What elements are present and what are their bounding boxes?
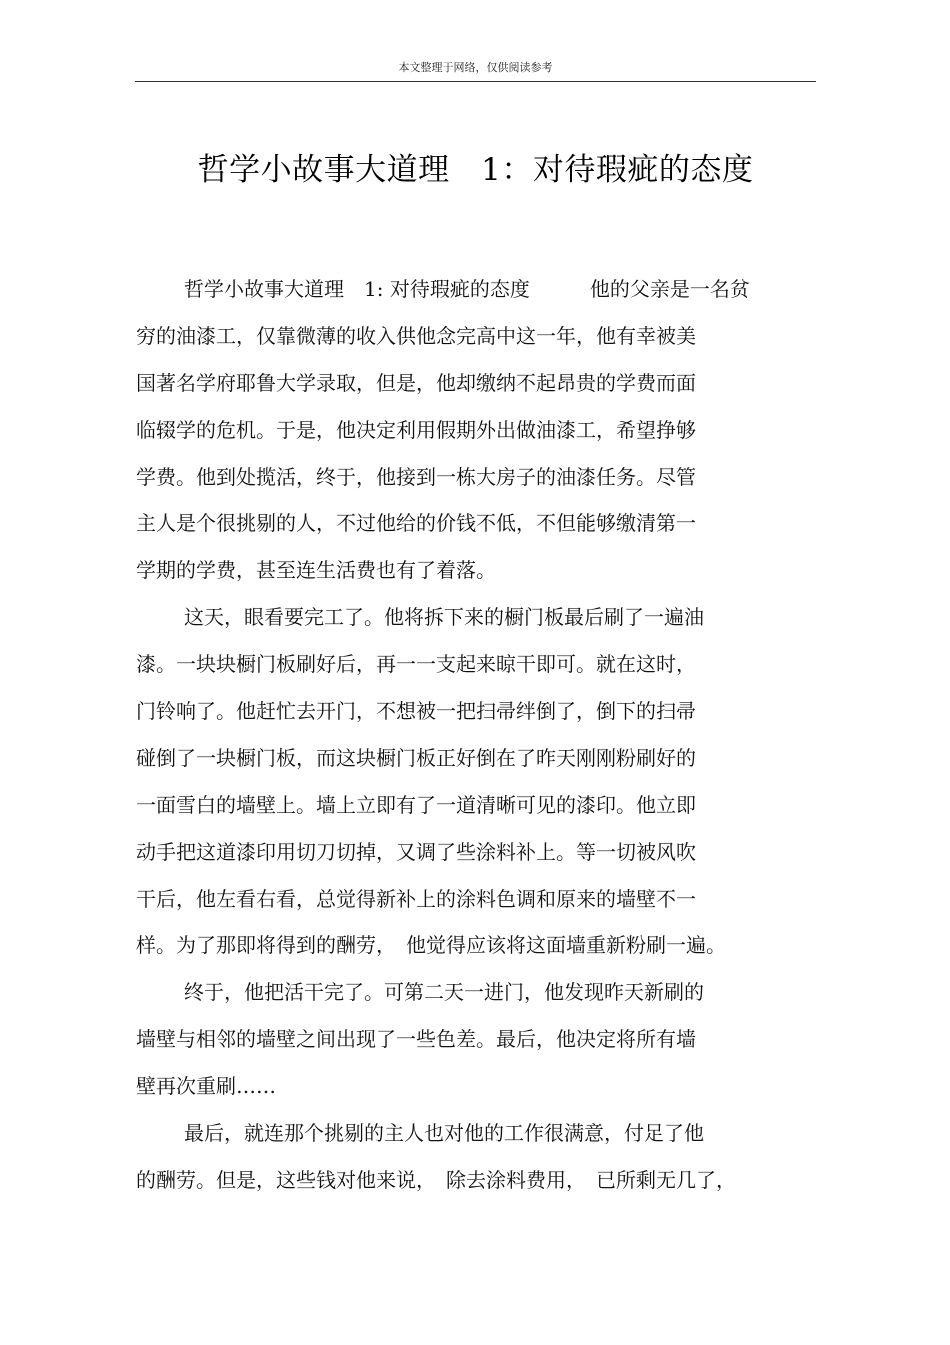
- header-note: 本文整理于网络，仅供阅读参考: [398, 61, 553, 74]
- text-line: 这天，眼看要完工了。他将拆下来的橱门板最后刷了一遍油: [184, 605, 704, 630]
- document-title: 哲学小故事大道理 1：对待瑕疵的态度: [197, 152, 754, 188]
- text-line: 样。为了那即将得到的酬劳， 他觉得应该将这面墙重新粉刷一遍。: [136, 933, 726, 958]
- text-line: 一面雪白的墙壁上。墙上立即有了一道清晰可见的漆印。他立即: [136, 792, 696, 817]
- text-line: 临辍学的危机。于是，他决定利用假期外出做油漆工，希望挣够: [136, 417, 696, 442]
- document-body: [136, 266, 816, 1204]
- text-line: 主人是个很挑剔的人，不过他给的价钱不低，不但能够缴清第一: [136, 511, 696, 536]
- text-line: 学期的学费，甚至连生活费也有了着落。: [136, 558, 496, 583]
- page-header: [135, 59, 816, 82]
- text-line: 门铃响了。他赶忙去开门，不想被一把扫帚绊倒了，倒下的扫帚: [136, 699, 696, 724]
- text-line: 的酬劳。但是，这些钱对他来说， 除去涂料费用， 已所剩无几了，: [136, 1167, 736, 1192]
- text-line: 壁再次重刷……: [136, 1074, 276, 1099]
- text-line: 墙壁与相邻的墙壁之间出现了一些色差。最后，他决定将所有墙: [136, 1027, 696, 1052]
- text-line: 动手把这道漆印用切刀切掉，又调了些涂料补上。等一切被风吹: [136, 839, 696, 864]
- text-line: 最后，就连那个挑剔的主人也对他的工作很满意，付足了他: [184, 1121, 704, 1146]
- text-line: 穷的油漆工，仅靠微薄的收入供他念完高中这一年，他有幸被美: [136, 323, 696, 348]
- text-line: 干后，他左看右看，总觉得新补上的涂料色调和原来的墙壁不一: [136, 886, 696, 911]
- text-line: 学费。他到处揽活，终于，他接到一栋大房子的油漆任务。尽管: [136, 464, 696, 489]
- text-line: 终于，他把活干完了。可第二天一进门，他发现昨天新刷的: [184, 980, 704, 1005]
- text-line: 哲学小故事大道理 1: 对待瑕疵的态度 他的父亲是一名贫: [184, 277, 750, 301]
- text-line: 碰倒了一块橱门板，而这块橱门板正好倒在了昨天刚刚粉刷好的: [136, 745, 696, 770]
- text-line: 国著名学府耶鲁大学录取，但是，他却缴纳不起昂贵的学费而面: [136, 370, 696, 395]
- text-line: 漆。一块块橱门板刷好后，再一一支起来晾干即可。就在这时，: [136, 652, 696, 677]
